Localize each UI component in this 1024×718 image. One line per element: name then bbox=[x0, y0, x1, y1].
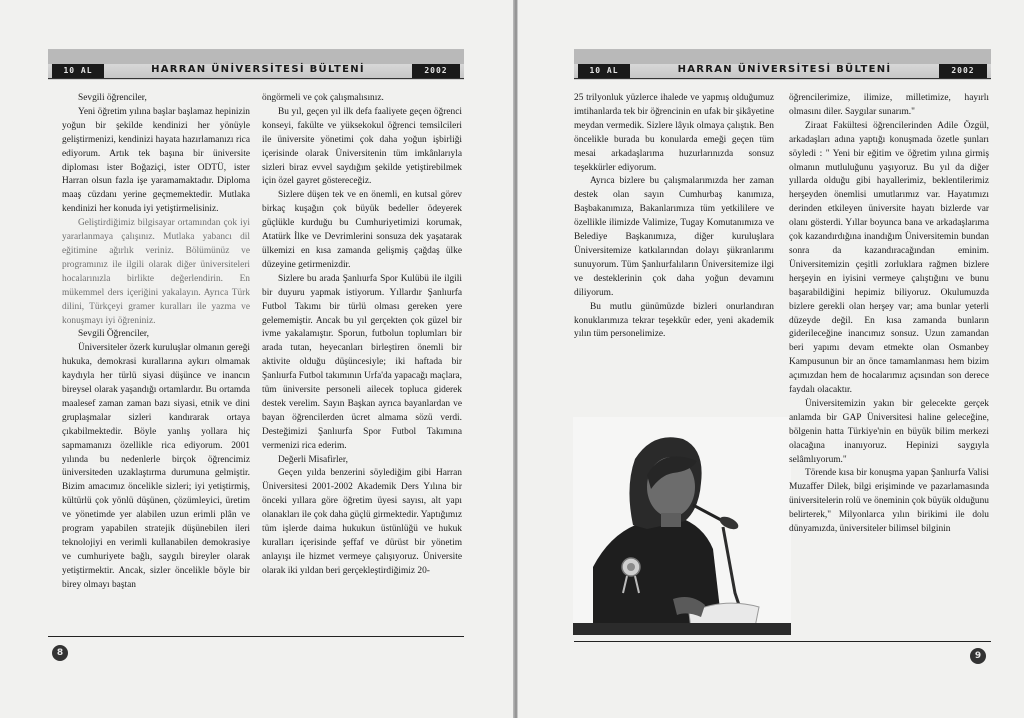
paragraph: Değerli Misafirler, bbox=[278, 454, 348, 465]
paragraph: Sizlere düşen tek ve en önemli, en kutsal görev birkaç kuşağın çok büyük bedeller ödeyerek güçlükle kurduğu bu Cumhuriyetimizi korumak, Atatürk İlke ve Devrimlerini sonsuza dek yaşatarak ülkemizi en kısa zamanda gelişmiş çağdaş ülke düzeyine getirmenizdir. bbox=[262, 190, 462, 270]
paragraph: Sevgili Öğrenciler, bbox=[78, 329, 149, 340]
header-year-box: 2002 bbox=[412, 64, 460, 78]
paragraph: Bu mutlu günümüzde bizleri onurlandıran konuklarımıza tekrar teşekkür eder, yeni akademik yılın tüm personelimize. bbox=[574, 301, 774, 340]
text-column-2 bbox=[262, 92, 462, 627]
header-left-box: 10 AL bbox=[578, 64, 630, 78]
paragraph: Bu yıl, geçen yıl ilk defa faaliyete geçen öğrenci konseyi, fakülte ve yüksekokul öğrenci temsilcileri ile üniversite yönetimi çok daha yoğun işbirliği içerisinde olarak Üniversitenin tüm imkânlarıyla sizleri biraz evvel saydığım şekilde yetiştirebilmek için özel gayret göstereceğiz. bbox=[262, 106, 462, 187]
text-column-1 bbox=[62, 92, 250, 627]
paragraph: Geçen yılda benzerini söylediğim gibi Harran Üniversitesi 2001-2002 Akademik Ders Yılına bir önceki yıllara göre öğretim üyesi sayısı, alt yapı olanakları ile çok daha güçlü girmektedir. Yaptığımız tüm işlerde daima hukukun üstünlüğü ve hukuk kuralları içerisinde şeffaf ve dürüst bir yönetim anlayışı ile hizmet vermeye çalışıyoruz. Üniversite olarak iki yıldan beri gerçekleştirdiğimiz 20- bbox=[262, 468, 462, 576]
right-page bbox=[517, 0, 1024, 718]
paragraph: Ziraat Fakültesi öğrencilerinden Adile Özgül, arkadaşları adına yaptığı konuşmada özetle şunları söyledi : " Yeni bir eğitim ve öğretim yılına girmiş olmanın mutluluğunu yaşıyoruz. Bu yıl da diğer yıllarda olduğu gibi hayallerimiz, beklentilerimiz herşeyden önemlisi umutlarımız var. Hayatımızı derinden etkileyen üniversite hayatı bizlerde var olanı gösterdi. Yıllar boyunca bana ve arkadaşlarıma çok kazandırdığına inandığım Üniversitemin bundan sonra da kazandıracağından eminim. Üniversitemizin çeşitli zorluklara rağmen bizlere herşeyin en iyisini vermeye çalıştığını ve bunu başarabildiğini hepimiz biliyoruz. Okulumuzda bizlere gerekli olan herşey var; ama bunlar yeterli düzeyde değil. En kısa zamanda bunların giderileceğine inancımız sonsuz. Uzun zamandan beri yapımı devam etmekte olan Osmanbey Kampusunun bir an önce tamamlanması hem bizim açımızdan hem de hocalarımız açısından son derece faydalı olacaktır. bbox=[789, 120, 989, 396]
paragraph: Sevgili öğrenciler, bbox=[78, 93, 147, 103]
header-left-box: 10 AL bbox=[52, 64, 104, 78]
paragraph: öğrencilerimize, ilimize, milletimize, hayırlı olmasını diler. Saygılar sunarım." bbox=[789, 93, 989, 117]
header-year-box: 2002 bbox=[939, 64, 987, 78]
footer-rule bbox=[574, 641, 991, 642]
page-header bbox=[48, 49, 464, 80]
paragraph: öngörmeli ve çok çalışmalısınız. bbox=[262, 93, 384, 103]
paragraph: Üniversitemizin yakın bir gelecekte gerçek anlamda bir GAP Üniversitesi haline geleceğine, bölgenin hatta Türkiye'nin en büyük bilim merkezi olacağına inanıyoruz. Hepinizi saygıyla selâmlıyorum." bbox=[789, 398, 989, 465]
bulletin-title: HARRAN ÜNİVERSİTESİ BÜLTENİ bbox=[151, 64, 365, 75]
paragraph: Ayrıca bizlere bu çalışmalarımızda her zaman destek olan sayın Cumhurbaş kanımıza, Başbakanımıza, Bakanlarımıza tüm yetkililere ve özellikle ilimizde Valimize, Tugay Komutanımıza ve Belediye Başkanımıza, diğer kuruluşlara Üniversitemize katkılarından dolayı şükranlarımı sunuyorum. Tüm Şanlıurfalıların Üniversitemize ilgi ve desteklerinin çok daha yoğun devamını diliyorum. bbox=[574, 176, 774, 298]
paragraph: 25 trilyonluk yüzlerce ihalede ve yapmış olduğumuz imtihanlarda tek bir öğrencinin en ufak bir şikâyetine meydan vermedik. Sizlere lâyık olmaya çalıştık. Ben öncelikle burada bu konularda emeği geçen tüm mesai arkadaşlarıma huzurlarınızda sonsuz teşekkürler ediyorum. bbox=[574, 93, 774, 173]
page-header bbox=[574, 49, 991, 80]
page-number: 9 bbox=[970, 648, 986, 664]
text-column-1 bbox=[574, 92, 774, 370]
woman-at-microphone-image bbox=[573, 417, 791, 635]
bulletin-title: HARRAN ÜNİVERSİTESİ BÜLTENİ bbox=[677, 64, 892, 75]
paragraph: Sizlere bu arada Şanlıurfa Spor Kulübü ile ilgili bir duyuru yapmak istiyorum. Yıllardır Şanlıurfa Futbol Takımı bir türlü olması gereken yere gelememiştir. Ancak bu yıl gerçekten çok güzel bir ivme yakalamıştır. Sporun, futbolun toplumları bir arada tutan, heyecanları birleştiren önemli bir aktivite olduğu düşüncesiyle; iki haftada bir Şanlıurfa Futbol takımının Urfa'da yapacağı maçlara, tüm üniversite personeli ailecek topluca giderek destek verelim. Sayın Başkan ayrıca bayanlardan ve bayan öğrencilerden ücret almama sözü verdi. Desteğimizi Şanlıurfa Spor Futbol Takımına vermenizi rica ederim. bbox=[262, 273, 462, 451]
paragraph: Törende kısa bir konuşma yapan Şanlıurfa Valisi Muzaffer Dilek, bilgi erişiminde ve pazarlamasında üniversitelerin rolü ve öneminin çok büyük olduğunu belirterek," Milyonlarca yılın birikimi ile dolu dünyamızda, üniversiteler bilimsel bilginin bbox=[789, 468, 989, 535]
speaker-photo bbox=[573, 417, 791, 635]
footer-rule bbox=[48, 636, 464, 637]
paragraph: Üniversiteler özerk kuruluşlar olmanın gereği hukuka, demokrasi kurallarına aykırı olmamak kaydıyla her türlü siyasi düşünce ve inancın bireysel olarak yaşandığı ortamlardır. Bu ortamda maalesef zaman zaman bazı siyasi, etnik ve dini gruplaşmalar sizleri kandırarak ortaya çıkabilmektedir. Böyle yanlış yollara hiç sapmamanızı özellikle rica ediyorum. 2001 yılında bu nedenlerle birçok öğrencimiz üniversiteden uzaklaştırma durumuna gelmiştir. Bizim amacımız öncelikle sizleri; iyi yetiştirmiş, kültürlü çok yönlü düşünen, çözümleyici, üretim ve yönetimde yer alabilen uzun erimli plân ve program yapabilen stratejik düşünebilen ileri teknolojiyi en verimli kullanabilen demokrasiye ve cumhuriyete bağlı, saygılı bireyler olarak yetiştirmektir. Ancak, sizler öncelikle böyle bir birey olmayı baştan bbox=[62, 343, 250, 590]
text-column-2 bbox=[789, 92, 989, 627]
paragraph: Yeni öğretim yılına başlar başlamaz hepinizin yoğun bir şekilde kendinizi her yönüyle geliştirmenizi, kendinizi hayata hazırlamanızı rica ediyorum. Artık tek başına bir üniversite diploması ister Boğaziçi, ister ODTÜ, ister Harran olsun fazla işe yaramamaktadır. Diploma maaş cüzdanı yerine geçmemektedir. Mutlaka kendinizi her konuda iyi yetiştirmelisiniz. bbox=[62, 106, 250, 215]
paragraph: Geliştirdiğimiz bilgisayar ortamından çok iyi yararlanmaya çalışınız. Mutlaka yabancı dil eğitimine ağırlık veriniz. Bölümünüz ve programınız ile ilgili olarak diğer üniversiteleri hocalarınızla birlikte değerlendirin. En mükemmel ders içeriğini yakalayın. Ayrıca Türk dilini, Türkçeyi gramer kuralları ile yazma ve konuşmayı iyi öğreniniz. bbox=[62, 218, 250, 326]
page-number: 8 bbox=[52, 645, 68, 661]
